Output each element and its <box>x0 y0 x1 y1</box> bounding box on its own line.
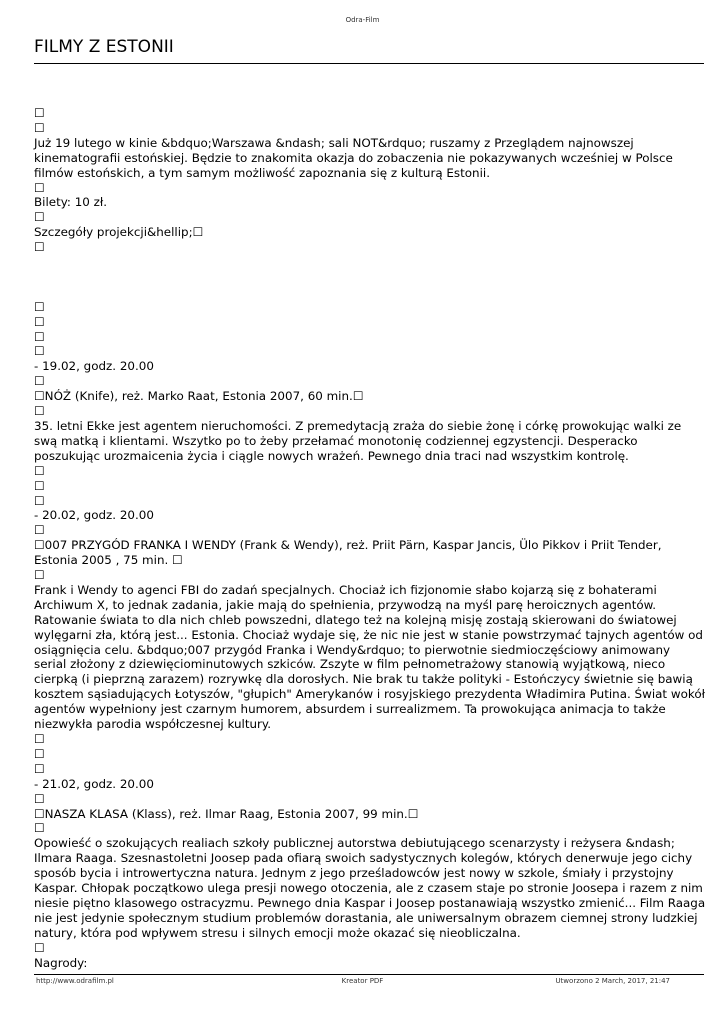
screening-date: - 21.02, godz. 20.00 <box>34 776 154 791</box>
screening-title <box>34 807 706 822</box>
missing-glyph-box <box>34 106 706 121</box>
missing-glyph-box <box>408 807 419 821</box>
missing-glyph-box <box>34 807 45 821</box>
missing-glyph-box <box>34 240 706 255</box>
tickets-price: Bilety: 10 zł. <box>34 195 108 210</box>
missing-glyph-box <box>34 792 706 807</box>
footer-url: http://www.odrafilm.pl <box>36 977 114 985</box>
missing-glyph-box <box>34 523 706 538</box>
missing-glyph-box <box>34 747 706 762</box>
projection-details-label: Szczegóły projekcji&hellip; <box>34 225 193 240</box>
site-header: Odra-Film <box>345 16 380 24</box>
missing-glyph-box <box>353 389 364 403</box>
missing-glyph-box <box>34 404 706 419</box>
missing-glyph-box <box>34 121 706 136</box>
missing-glyph-box <box>34 300 706 315</box>
screening-date: - 20.02, godz. 20.00 <box>34 508 154 523</box>
missing-glyph-box <box>193 225 204 239</box>
screening-date: - 19.02, godz. 20.00 <box>34 359 154 374</box>
missing-glyph-box <box>34 479 706 494</box>
missing-glyph-box <box>34 538 45 552</box>
missing-glyph-box <box>34 494 706 509</box>
screening-title <box>34 538 706 568</box>
missing-glyph-box <box>34 210 706 225</box>
spacer <box>34 285 706 300</box>
page-title: FILMY Z ESTONII <box>34 37 174 57</box>
footer-divider <box>34 974 704 975</box>
screening-description: Opowieść o szokujących realiach szkoły publicznej autorstwa debiutującego scenarzysty i reżysera &ndash; Ilmara Raaga. Szesnastoletni Joosep pada ofiarą swoich sadystycznych kolegów, których denerwuje jego cichy sposób bycia i introwertyczna natura. Jednym z jego prześladowców jest nowy w szkole, śmiały i przystojny Kaspar. Chłopak początkowo ulega presji nowego otoczenia, ale z czasem staje po stronie Joosepa i razem z nim niesie piętno klasowego ostracyzmu. Pewnego dnia Kaspar i Joosep postanawiają wszystko zmienić... Film Raaga nie jest jedynie społecznym studium problemów dorastania, ale uniwersalnym obrazem ciemnej strony ludzkiej natury, która pod wpływem stresu i silnych emocji może okazać się nieobliczalna. <box>34 836 706 940</box>
screening-title-text: 007 PRZYGÓD FRANKA I WENDY (Frank & Wendy), reż. Priit Pärn, Kaspar Jancis, Ülo Pikkov i Priit Tender, Estonia 2005 , 75 min. <box>34 538 662 568</box>
missing-glyph-box <box>34 568 706 583</box>
footer-generator: Kreator PDF <box>341 977 384 985</box>
missing-glyph-box <box>34 330 706 345</box>
missing-glyph-box <box>34 315 706 330</box>
spacer <box>34 270 706 285</box>
screening-description: 35. letni Ekke jest agentem nieruchomości. Z premedytacją zraża do siebie żonę i córkę prowokując walki ze swą matką i klientami. Wszytko po to żeby przełamać monotonię codziennej egzystencji. Desperacko poszukując urozmaicenia życia i ciągle nowych wrażeń. Pewnego dnia traci nad wszystkim kontrolę. <box>34 418 682 463</box>
missing-glyph-box <box>34 732 706 747</box>
title-divider <box>34 63 704 64</box>
missing-glyph-box <box>34 941 706 956</box>
missing-glyph-box <box>34 344 706 359</box>
missing-glyph-box <box>172 553 183 567</box>
footer-created: Utworzono 2 March, 2017, 21:47 <box>555 977 670 985</box>
screening-description: Frank i Wendy to agenci FBI do zadań specjalnych. Chociaż ich fizjonomie słabo kojarzą się z bohaterami Archiwum X, to jednak zadania, jakie mają do spełnienia, przywodzą na myśl parę heroicznych agentów. Ratowanie świata to dla nich chleb powszedni, dlatego też na kolejną misję zostają skierowani do światowej wylęgarni zła, którą jest... Estonia. Chociaż wydaje się, że nic nie jest w stanie powstrzymać tajnych agentów od osiągnięcia celu. &bdquo;007 przygód Franka i Wendy&rdquo; to pierwotnie siedmioczęściowy animowany serial złożony z dziewięciominutowych szkiców. Zszyte w film pełnometrażowy stanowią wyjątkową, nieco cierpką (i pieprzną zarazem) rozrywkę dla dorosłych. Nie brak tu także polityki - Estończycy świetnie się bawią kosztem sąsiadujących Łotyszów, "głupich" Amerykanów i rosyjskiego prezydenta Władimira Putina. Świat wokół agentów wypełniony jest czarnym humorem, absurdem i surrealizmem. Ta prowokująca animacja to także niezwykła parodia współczesnej kultury. <box>34 582 705 732</box>
article-body <box>34 106 706 971</box>
missing-glyph-box <box>34 762 706 777</box>
projection-details <box>34 225 706 240</box>
screening-title <box>34 389 706 404</box>
missing-glyph-box <box>34 374 706 389</box>
missing-glyph-box <box>34 389 45 403</box>
awards-label: Nagrody: <box>34 955 88 970</box>
spacer <box>34 255 706 270</box>
missing-glyph-box <box>34 181 706 196</box>
screening-title-text: NASZA KLASA (Klass), reż. Ilmar Raag, Estonia 2007, 99 min. <box>44 806 408 821</box>
screening-title-text: NÓŻ (Knife), reż. Marko Raat, Estonia 2007, 60 min. <box>44 389 353 404</box>
missing-glyph-box <box>34 464 706 479</box>
intro-paragraph: Już 19 lutego w kinie &bdquo;Warszawa &ndash; sali NOT&rdquo; ruszamy z Przeglądem najnowszej kinematografii estońskiej. Będzie to znakomita okazja do zobaczenia nie pokazywanych wcześniej w Polsce filmów estońskich, a tym samym możliwość zapoznania się z kulturą Estonii. <box>34 135 673 180</box>
missing-glyph-box <box>34 821 706 836</box>
